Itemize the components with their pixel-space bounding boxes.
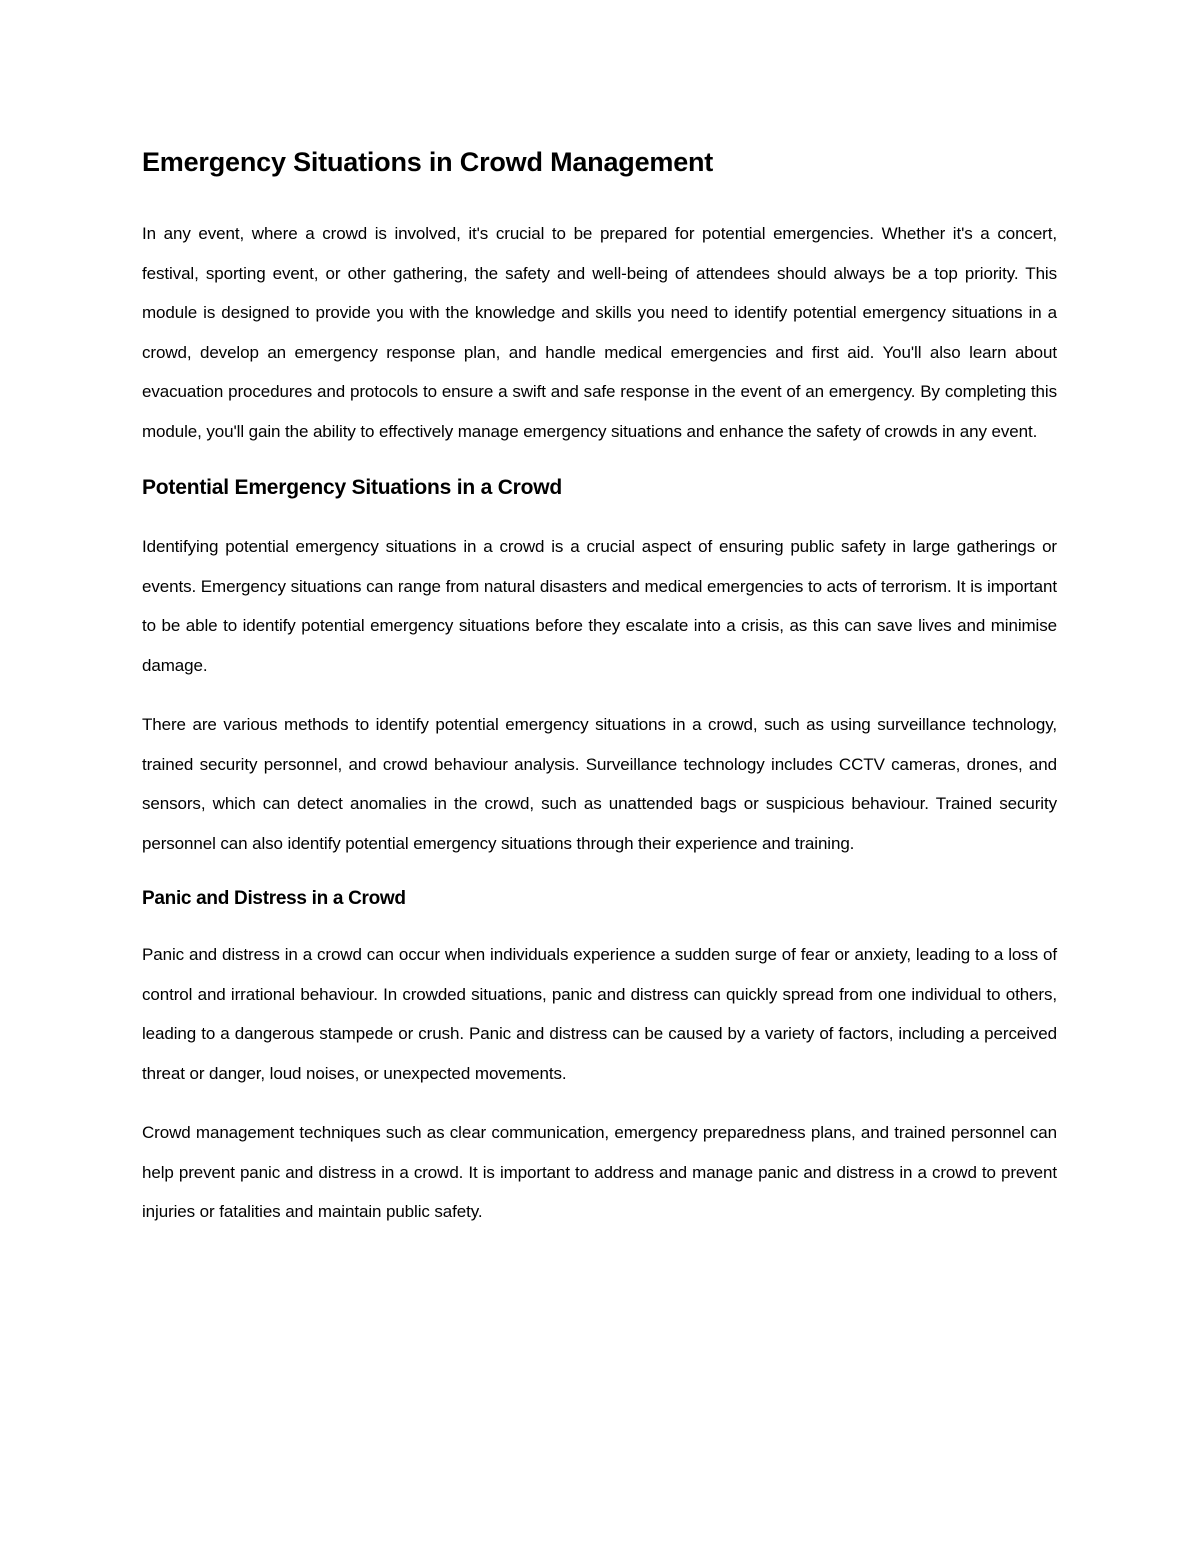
section2-paragraph-2: Crowd management techniques such as clear communication, emergency preparedness plans, and trained personnel can help prevent panic and distress in a crowd. It is important to address and manage panic and distress in a crowd to prevent injuries or fatalities and maintain public safety.: [142, 1123, 1057, 1221]
intro-paragraph: In any event, where a crowd is involved, it's crucial to be prepared for potential emergencies. Whether it's a concert, festival, sporting event, or other gathering, the safety and well-being of attendees should always be a top priority. This module is designed to provide you with the knowledge and skills you need to identify potential emergency situations in a crowd, develop an emergency response plan, and handle medical emergencies and first aid. You'll also learn about evacuation procedures and protocols to ensure a swift and safe response in the event of an emergency. By completing this module, you'll gain the ability to effectively manage emergency situations and enhance the safety of crowds in any event.: [142, 224, 1057, 441]
section2-paragraph-1: Panic and distress in a crowd can occur when individuals experience a sudden surge of fear or anxiety, leading to a loss of control and irrational behaviour. In crowded situations, panic and distress can quickly spread from one individual to others, leading to a dangerous stampede or crush. Panic and distress can be caused by a variety of factors, including a perceived threat or danger, loud noises, or unexpected movements.: [142, 945, 1057, 1083]
section1-paragraph-1: Identifying potential emergency situations in a crowd is a crucial aspect of ensuring public safety in large gatherings or events. Emergency situations can range from natural disasters and medical emergencies to acts of terrorism. It is important to be able to identify potential emergency situations before they escalate into a crisis, as this can save lives and minimise damage.: [142, 537, 1057, 675]
section-heading-potential-emergency: Potential Emergency Situations in a Crowd: [142, 476, 563, 499]
section-heading-panic-distress: Panic and Distress in a Crowd: [142, 888, 406, 909]
document-title: Emergency Situations in Crowd Management: [142, 147, 714, 177]
document-page: [142, 140, 1057, 1252]
section1-paragraph-2: There are various methods to identify potential emergency situations in a crowd, such as using surveillance technology, trained security personnel, and crowd behaviour analysis. Surveillance technology includes CCTV cameras, drones, and sensors, which can detect anomalies in the crowd, such as unattended bags or suspicious behaviour. Trained security personnel can also identify potential emergency situations through their experience and training.: [142, 715, 1057, 853]
